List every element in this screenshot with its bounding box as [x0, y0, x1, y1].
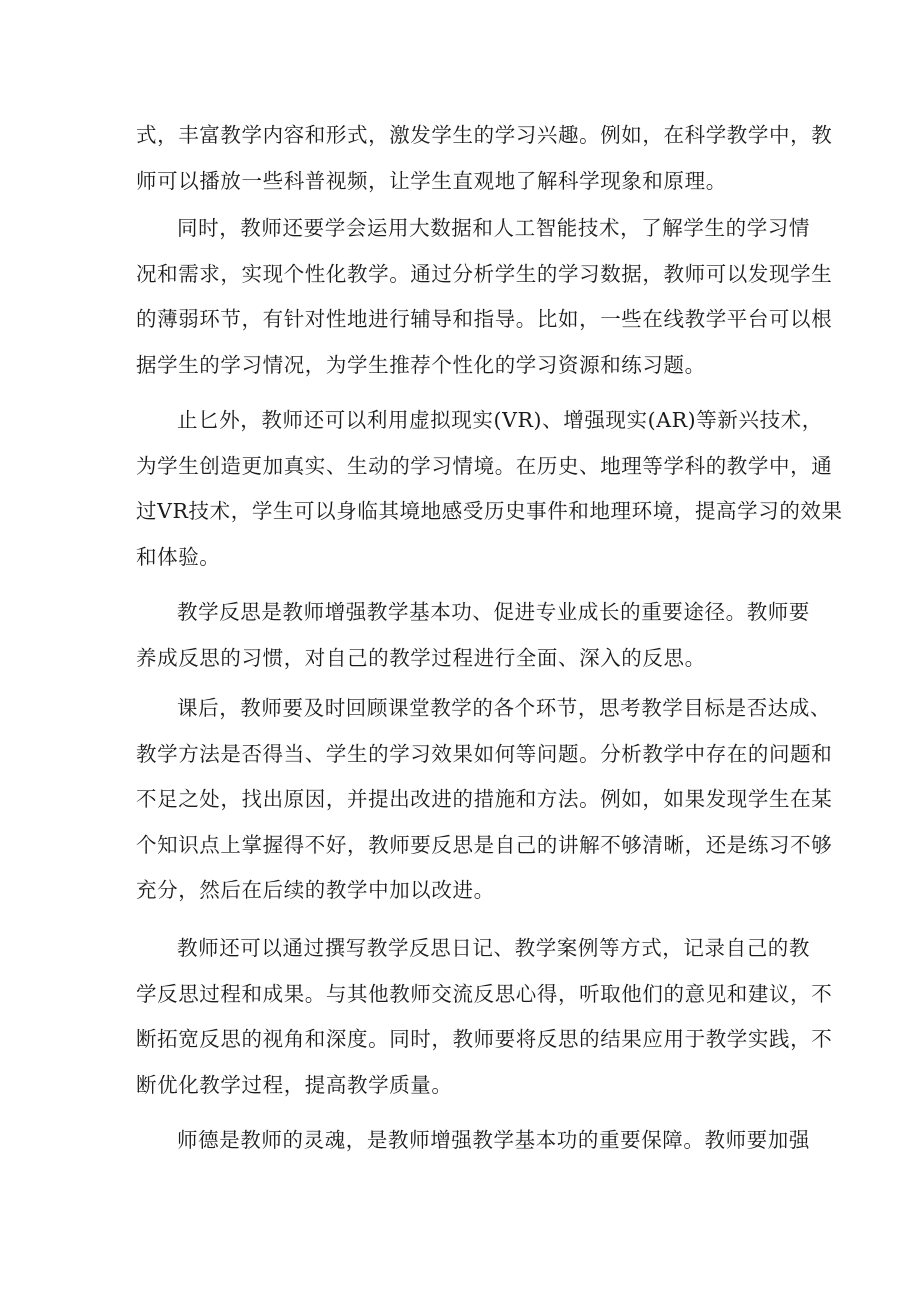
paragraph-line: 止匕外，教师还可以利用虚拟现实(VR)、增强现实(AR)等新兴技术，: [177, 408, 823, 432]
paragraph-line: 师可以播放一些科普视频，让学生直观地了解科学现象和原理。: [136, 168, 727, 193]
paragraph-line: 教学反思是教师增强教学基本功、促进专业成长的重要途径。教师要: [177, 600, 810, 624]
paragraph-3: [136, 398, 843, 580]
paragraph-6: [136, 926, 833, 1108]
paragraph-line: 和体验。: [136, 544, 221, 569]
paragraph-line: 课后，教师要及时回顾课堂教学的各个环节，思考教学目标是否达成、: [177, 696, 832, 720]
paragraph-line: 养成反思的习惯，对自己的教学过程进行全面、深入的反思。: [136, 645, 706, 670]
paragraph-line: 况和需求，实现个性化教学。通过分析学生的学习数据，教师可以发现学生: [136, 261, 833, 286]
paragraph-line: 断优化教学过程，提高教学质量。: [136, 1072, 453, 1097]
paragraph-line: 学反思过程和成果。与其他教师交流反思心得，听取他们的意见和建议，不: [136, 981, 833, 1006]
paragraph-line: 教师还可以通过撰写教学反思日记、教学案例等方式，记录自己的教: [177, 936, 810, 960]
paragraph-2: [136, 206, 833, 388]
paragraph-line: 个知识点上掌握得不好，教师要反思是自己的讲解不够清晰，还是练习不够: [136, 832, 833, 857]
paragraph-1: [136, 113, 833, 204]
paragraph-line: 师德是教师的灵魂，是教师增强教学基本功的重要保障。教师要加强: [177, 1128, 810, 1152]
paragraph-line: 过VR技术，学生可以身临其境地感受历史事件和地理环境，提高学习的效果: [136, 499, 843, 524]
paragraph-line: 同时，教师还要学会运用大数据和人工智能技术，了解学生的学习情: [177, 216, 810, 240]
paragraph-line: 断拓宽反思的视角和深度。同时，教师要将反思的结果应用于教学实践，不: [136, 1027, 833, 1052]
paragraph-line: 式，丰富教学内容和形式，激发学生的学习兴趣。例如，在科学教学中，教: [136, 123, 833, 147]
paragraph-line: 据学生的学习情况，为学生推荐个性化的学习资源和练习题。: [136, 352, 706, 377]
paragraph-line: 为学生创造更加真实、生动的学习情境。在历史、地理等学科的教学中，通: [136, 453, 833, 478]
paragraph-line: 充分，然后在后续的教学中加以改进。: [136, 878, 495, 903]
paragraph-line: 教学方法是否得当、学生的学习效果如何等问题。分析教学中存在的问题和: [136, 741, 833, 766]
paragraph-5: [136, 686, 833, 914]
paragraph-line: 的薄弱环节，有针对性地进行辅导和指导。比如，一些在线教学平台可以根: [136, 307, 833, 332]
paragraph-4: [136, 590, 810, 681]
paragraph-7: [136, 1118, 810, 1164]
paragraph-line: 不足之处，找出原因，并提出改进的措施和方法。例如，如果发现学生在某: [136, 787, 833, 812]
